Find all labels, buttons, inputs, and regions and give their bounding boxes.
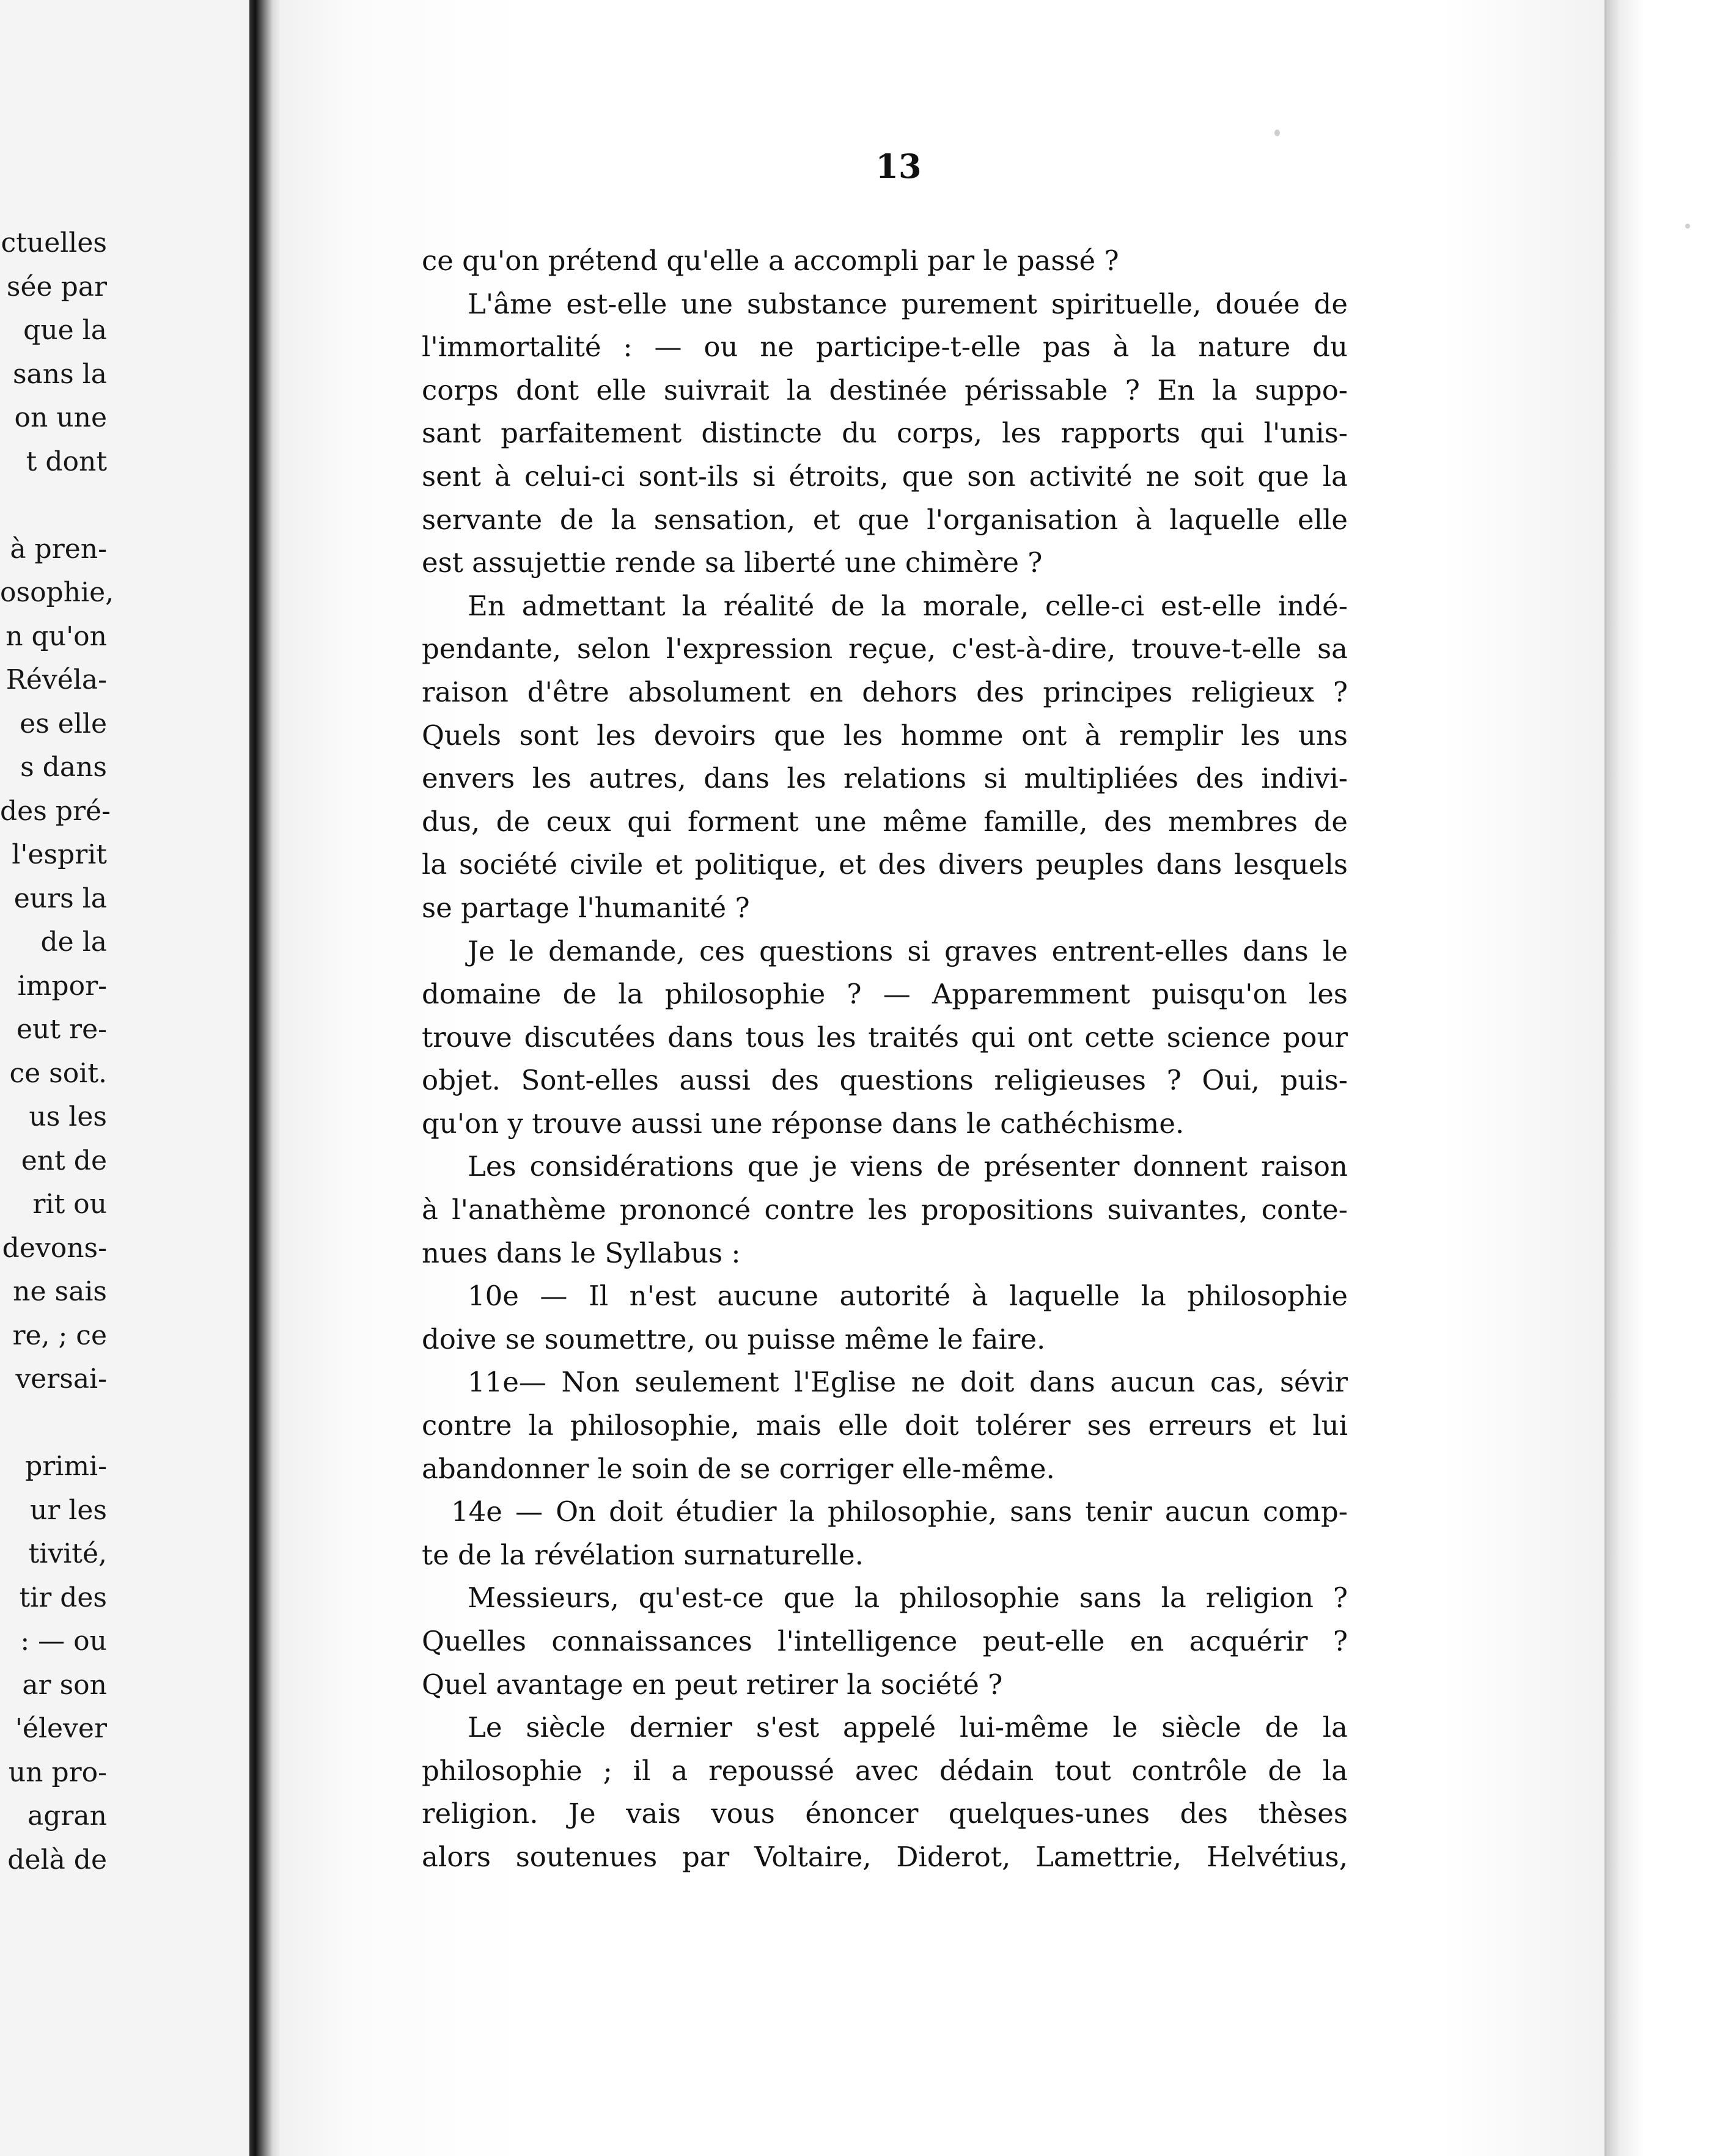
text-line: dus, de ceux qui forment une même famille, des membres de (422, 805, 1348, 838)
left-page-line: de la (40, 926, 107, 958)
text-line: philosophie ; il a repoussé avec dédain tout contrôle de la (422, 1754, 1348, 1787)
text-line: Messieurs, qu'est-ce que la philosophie sans la religion ? (468, 1582, 1348, 1615)
left-page-line: eut re- (17, 1014, 107, 1045)
text-line: la société civile et politique, et des divers peuples dans lesquels (422, 848, 1348, 881)
ink-speck (1685, 224, 1690, 229)
text-line: pendante, selon l'expression reçue, c'est-à-dire, trouve-t-elle sa (422, 632, 1348, 666)
text-line: L'âme est-elle une substance purement spirituelle, douée de (468, 287, 1348, 320)
text-line: Les considérations que je viens de présenter donnent raison (468, 1150, 1348, 1183)
left-page-line: Révéla- (6, 664, 107, 695)
page-edge (1608, 0, 1709, 2156)
left-page-line: osophie, (0, 577, 114, 608)
text-line: te de la révélation surnaturelle. (422, 1538, 864, 1571)
left-page-line: rit ou (32, 1189, 107, 1220)
left-page-line: agran (27, 1800, 107, 1832)
text-line: l'immortalité : — ou ne participe-t-elle pas à la nature du (422, 331, 1348, 364)
text-line: nues dans le Syllabus : (422, 1236, 741, 1269)
text-line: En admettant la réalité de la morale, celle-ci est-elle indé- (468, 589, 1348, 622)
left-page-line: ar son (22, 1669, 107, 1701)
text-line: raison d'être absolument en dehors des principes religieux ? (422, 675, 1348, 708)
left-page-line: delà de (7, 1844, 107, 1876)
left-page-line: ne sais (13, 1276, 107, 1307)
left-page-line: us les (29, 1101, 107, 1132)
left-page-line: que la (23, 315, 107, 346)
left-page-line: es elle (20, 708, 107, 739)
body-text (422, 240, 1348, 1879)
text-line: se partage l'humanité ? (422, 891, 750, 924)
left-page-line (0, 483, 107, 527)
text-line: 11e— Non seulement l'Eglise ne doit dans aucun cas, sévir (468, 1366, 1348, 1399)
text-line: sant parfaitement distincte du corps, les rapports qui l'unis- (422, 417, 1348, 450)
left-page-line: s dans (20, 752, 107, 783)
text-line: à l'anathème prononcé contre les propositions suivantes, conte- (422, 1194, 1348, 1226)
text-line: Quelles connaissances l'intelligence peut-elle en acquérir ? (422, 1625, 1348, 1657)
left-page-line: : — ou (20, 1626, 107, 1657)
left-page-line: ce soit. (9, 1057, 107, 1089)
text-line: alors soutenues par Voltaire, Diderot, Lamettrie, Helvétius, (422, 1840, 1348, 1873)
left-page-line (0, 1401, 107, 1445)
left-page-line: re, ; ce (12, 1319, 107, 1351)
left-page-line: primi- (25, 1451, 107, 1482)
text-line: Le siècle dernier s'est appelé lui-même le siècle de la (468, 1711, 1348, 1744)
text-line: Quel avantage en peut retirer la société ? (422, 1668, 1003, 1701)
left-page-line: impor- (17, 970, 107, 1002)
text-line: Je le demande, ces questions si graves entrent-elles dans le (468, 934, 1348, 967)
left-page-line: 'élever (15, 1713, 107, 1744)
left-page-text (0, 221, 114, 1882)
text-line: contre la philosophie, mais elle doit tolérer ses erreurs et lui (422, 1409, 1348, 1442)
text-line: domaine de la philosophie ? — Apparemment puisqu'on les (422, 978, 1348, 1011)
left-page-fragment (0, 0, 251, 2156)
book-gutter (249, 0, 281, 2156)
text-line: 10e — Il n'est aucune autorité à laquelle la philosophie (468, 1280, 1348, 1313)
left-page-line: tir des (19, 1582, 107, 1613)
text-line: objet. Sont-elles aussi des questions religieuses ? Oui, puis- (422, 1064, 1348, 1097)
text-line: corps dont elle suivrait la destinée périssable ? En la suppo- (422, 373, 1348, 406)
text-line: qu'on y trouve aussi une réponse dans le cathéchisme. (422, 1107, 1185, 1140)
left-page-line: à pren- (10, 533, 107, 565)
left-page-line: versai- (15, 1363, 107, 1395)
left-page-line: n qu'on (6, 620, 107, 652)
text-line: 14e — On doit étudier la philosophie, sans tenir aucun comp- (451, 1495, 1348, 1528)
page-number: 13 (875, 147, 922, 186)
left-page-line: un pro- (8, 1756, 107, 1788)
left-page-line: t dont (26, 446, 107, 477)
left-page-line: devons- (2, 1232, 107, 1264)
left-page-line: ent de (21, 1145, 107, 1176)
left-page-line: sée par (6, 271, 107, 302)
left-page-line: tivité, (28, 1538, 107, 1569)
text-line: servante de la sensation, et que l'organisation à laquelle elle (422, 503, 1348, 536)
left-page-line: sans la (12, 358, 107, 390)
left-page-line: des pré- (0, 795, 111, 827)
left-page-line: l'esprit (12, 839, 107, 870)
text-line: Quels sont les devoirs que les homme ont à remplir les uns (422, 719, 1348, 752)
left-page-line: ctuelles (1, 227, 107, 258)
left-page-line: eurs la (13, 882, 107, 914)
left-page-line: on une (14, 402, 107, 433)
text-line: sent à celui-ci sont-ils si étroits, que son activité ne soit que la (422, 460, 1348, 493)
text-line: est assujettie rende sa liberté une chimère ? (422, 546, 1043, 579)
text-line: trouve discutées dans tous les traités qui ont cette science pour (422, 1021, 1348, 1054)
ink-speck (1274, 130, 1280, 136)
text-line: religion. Je vais vous énoncer quelques-unes des thèses (422, 1797, 1348, 1830)
left-page-line: ur les (29, 1494, 107, 1526)
text-line: doive se soumettre, ou puisse même le faire. (422, 1322, 1046, 1355)
text-line: abandonner le soin de se corriger elle-même. (422, 1452, 1055, 1485)
text-line: ce qu'on prétend qu'elle a accompli par le passé ? (422, 244, 1119, 277)
text-line: envers les autres, dans les relations si multipliées des indivi- (422, 762, 1348, 795)
